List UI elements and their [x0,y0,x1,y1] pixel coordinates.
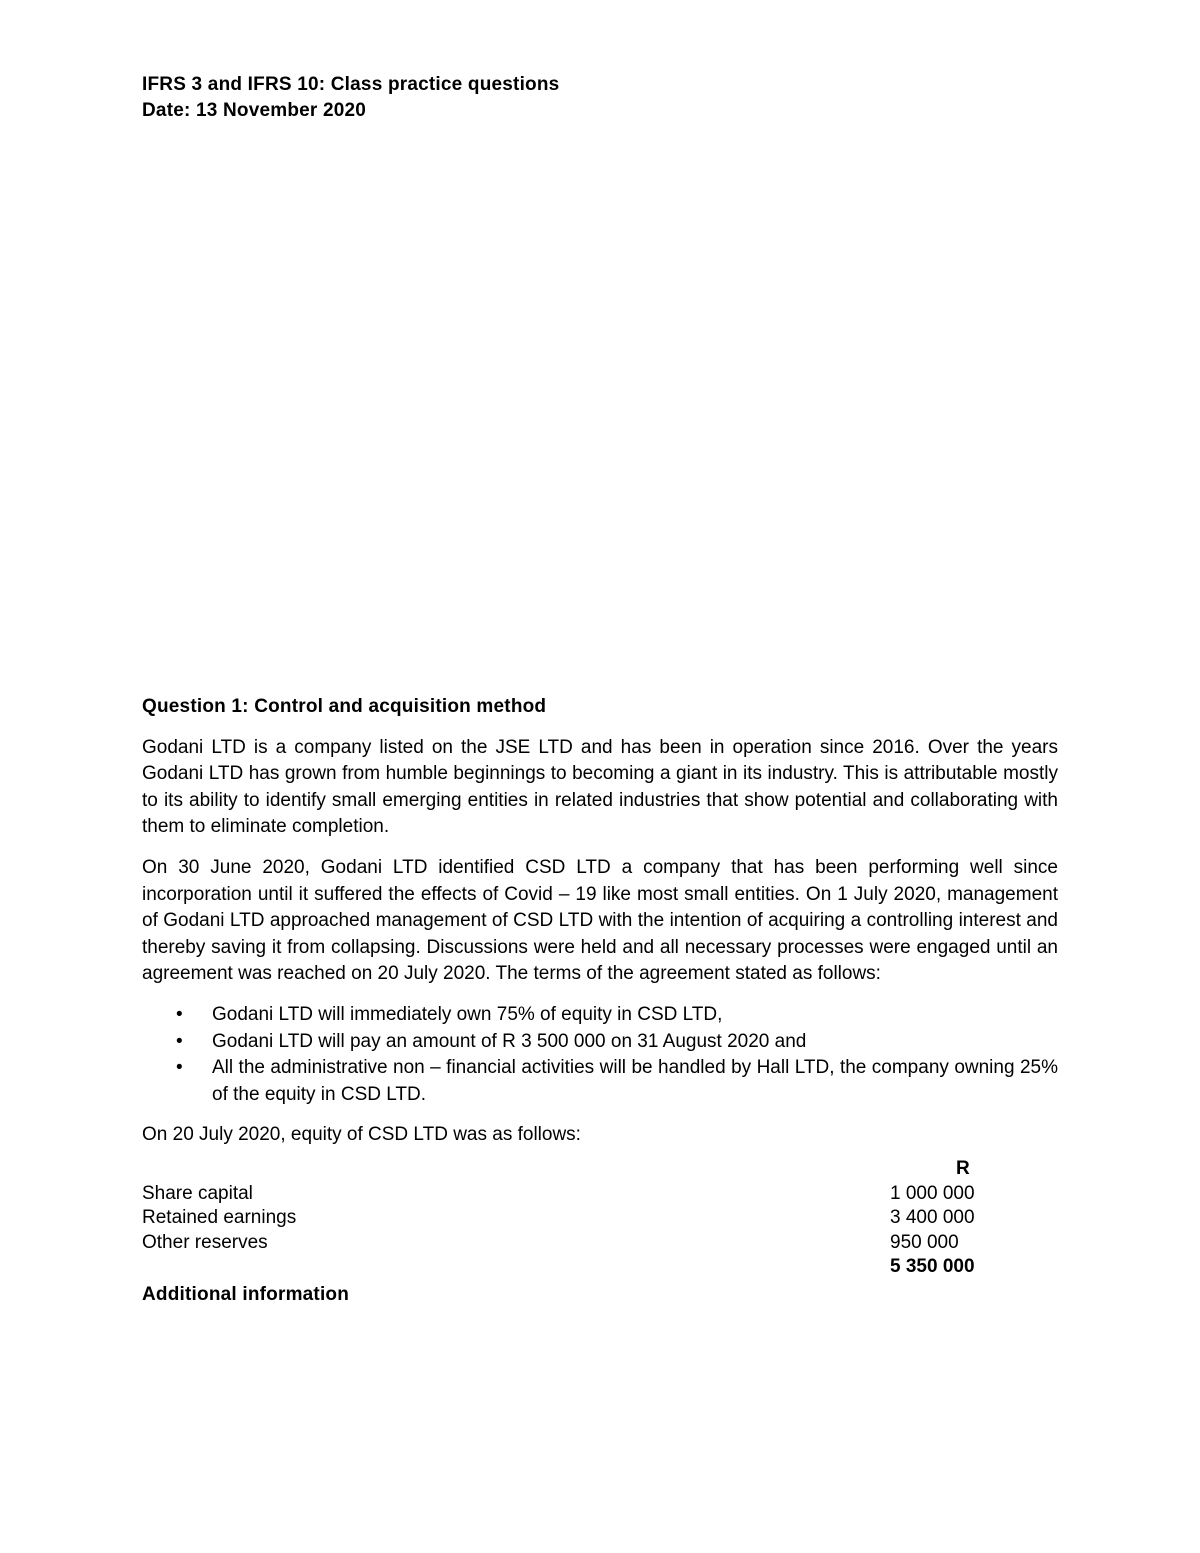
equity-intro: On 20 July 2020, equity of CSD LTD was as follows: [142,1124,581,1146]
additional-information-heading: Additional information [142,1283,350,1305]
list-item [142,1055,1058,1108]
row-value: 1 000 000 [890,1182,975,1204]
bullet-icon: • [176,1057,183,1079]
row-label: Other reserves [142,1231,268,1253]
document-header [142,72,559,124]
list-item [142,1029,1058,1056]
table-row [142,1231,1058,1256]
document-date: Date: 13 November 2020 [142,100,367,121]
equity-table [142,1157,1058,1280]
question-1-title: Question 1: Control and acquisition method [142,696,547,717]
table-row [142,1206,1058,1231]
table-row [142,1182,1058,1207]
question-1-paragraph-1: Godani LTD is a company listed on the JSE LTD and has been in operation since 2016. Over the years Godani LTD has grown from humble beginnings to becoming a giant in its industry. This is attributable mostly to its ability to identify small emerging entities in related industries that show potential and collaborating with them to eliminate completion. [142,736,1058,838]
equity-total-row [142,1255,1058,1280]
row-label: Retained earnings [142,1207,297,1229]
row-value: 950 000 [890,1231,959,1253]
equity-total: 5 350 000 [890,1256,975,1278]
list-item [142,1002,1058,1029]
document-title: IFRS 3 and IFRS 10: Class practice questions [142,74,560,95]
agreement-terms-list [142,1002,1058,1108]
bullet-icon: • [176,1030,183,1052]
bullet-icon: • [176,1003,183,1025]
currency-header: R [956,1157,970,1179]
question-1-section [142,694,1058,1308]
row-label: Share capital [142,1182,253,1204]
equity-table-header-row [142,1157,1058,1182]
list-item-text: Godani LTD will immediately own 75% of equity in CSD LTD, [212,1003,723,1025]
row-value: 3 400 000 [890,1207,975,1229]
question-1-paragraph-2: On 30 June 2020, Godani LTD identified CSD LTD a company that has been performing well since incorporation until it suffered the effects of Covid – 19 like most small entities. On 1 July 2020, management of Godani LTD approached management of CSD LTD with the intention of acquiring a controlling interest and thereby saving it from collapsing. Discussions were held and all necessary processes were engaged until an agreement was reached on 20 July 2020. The terms of the agreement stated as follows: [142,856,1058,985]
list-item-text: All the administrative non – financial activities will be handled by Hall LTD, the company owning 25% of the equity in CSD LTD. [212,1057,1058,1105]
list-item-text: Godani LTD will pay an amount of R 3 500 000 on 31 August 2020 and [212,1030,807,1052]
